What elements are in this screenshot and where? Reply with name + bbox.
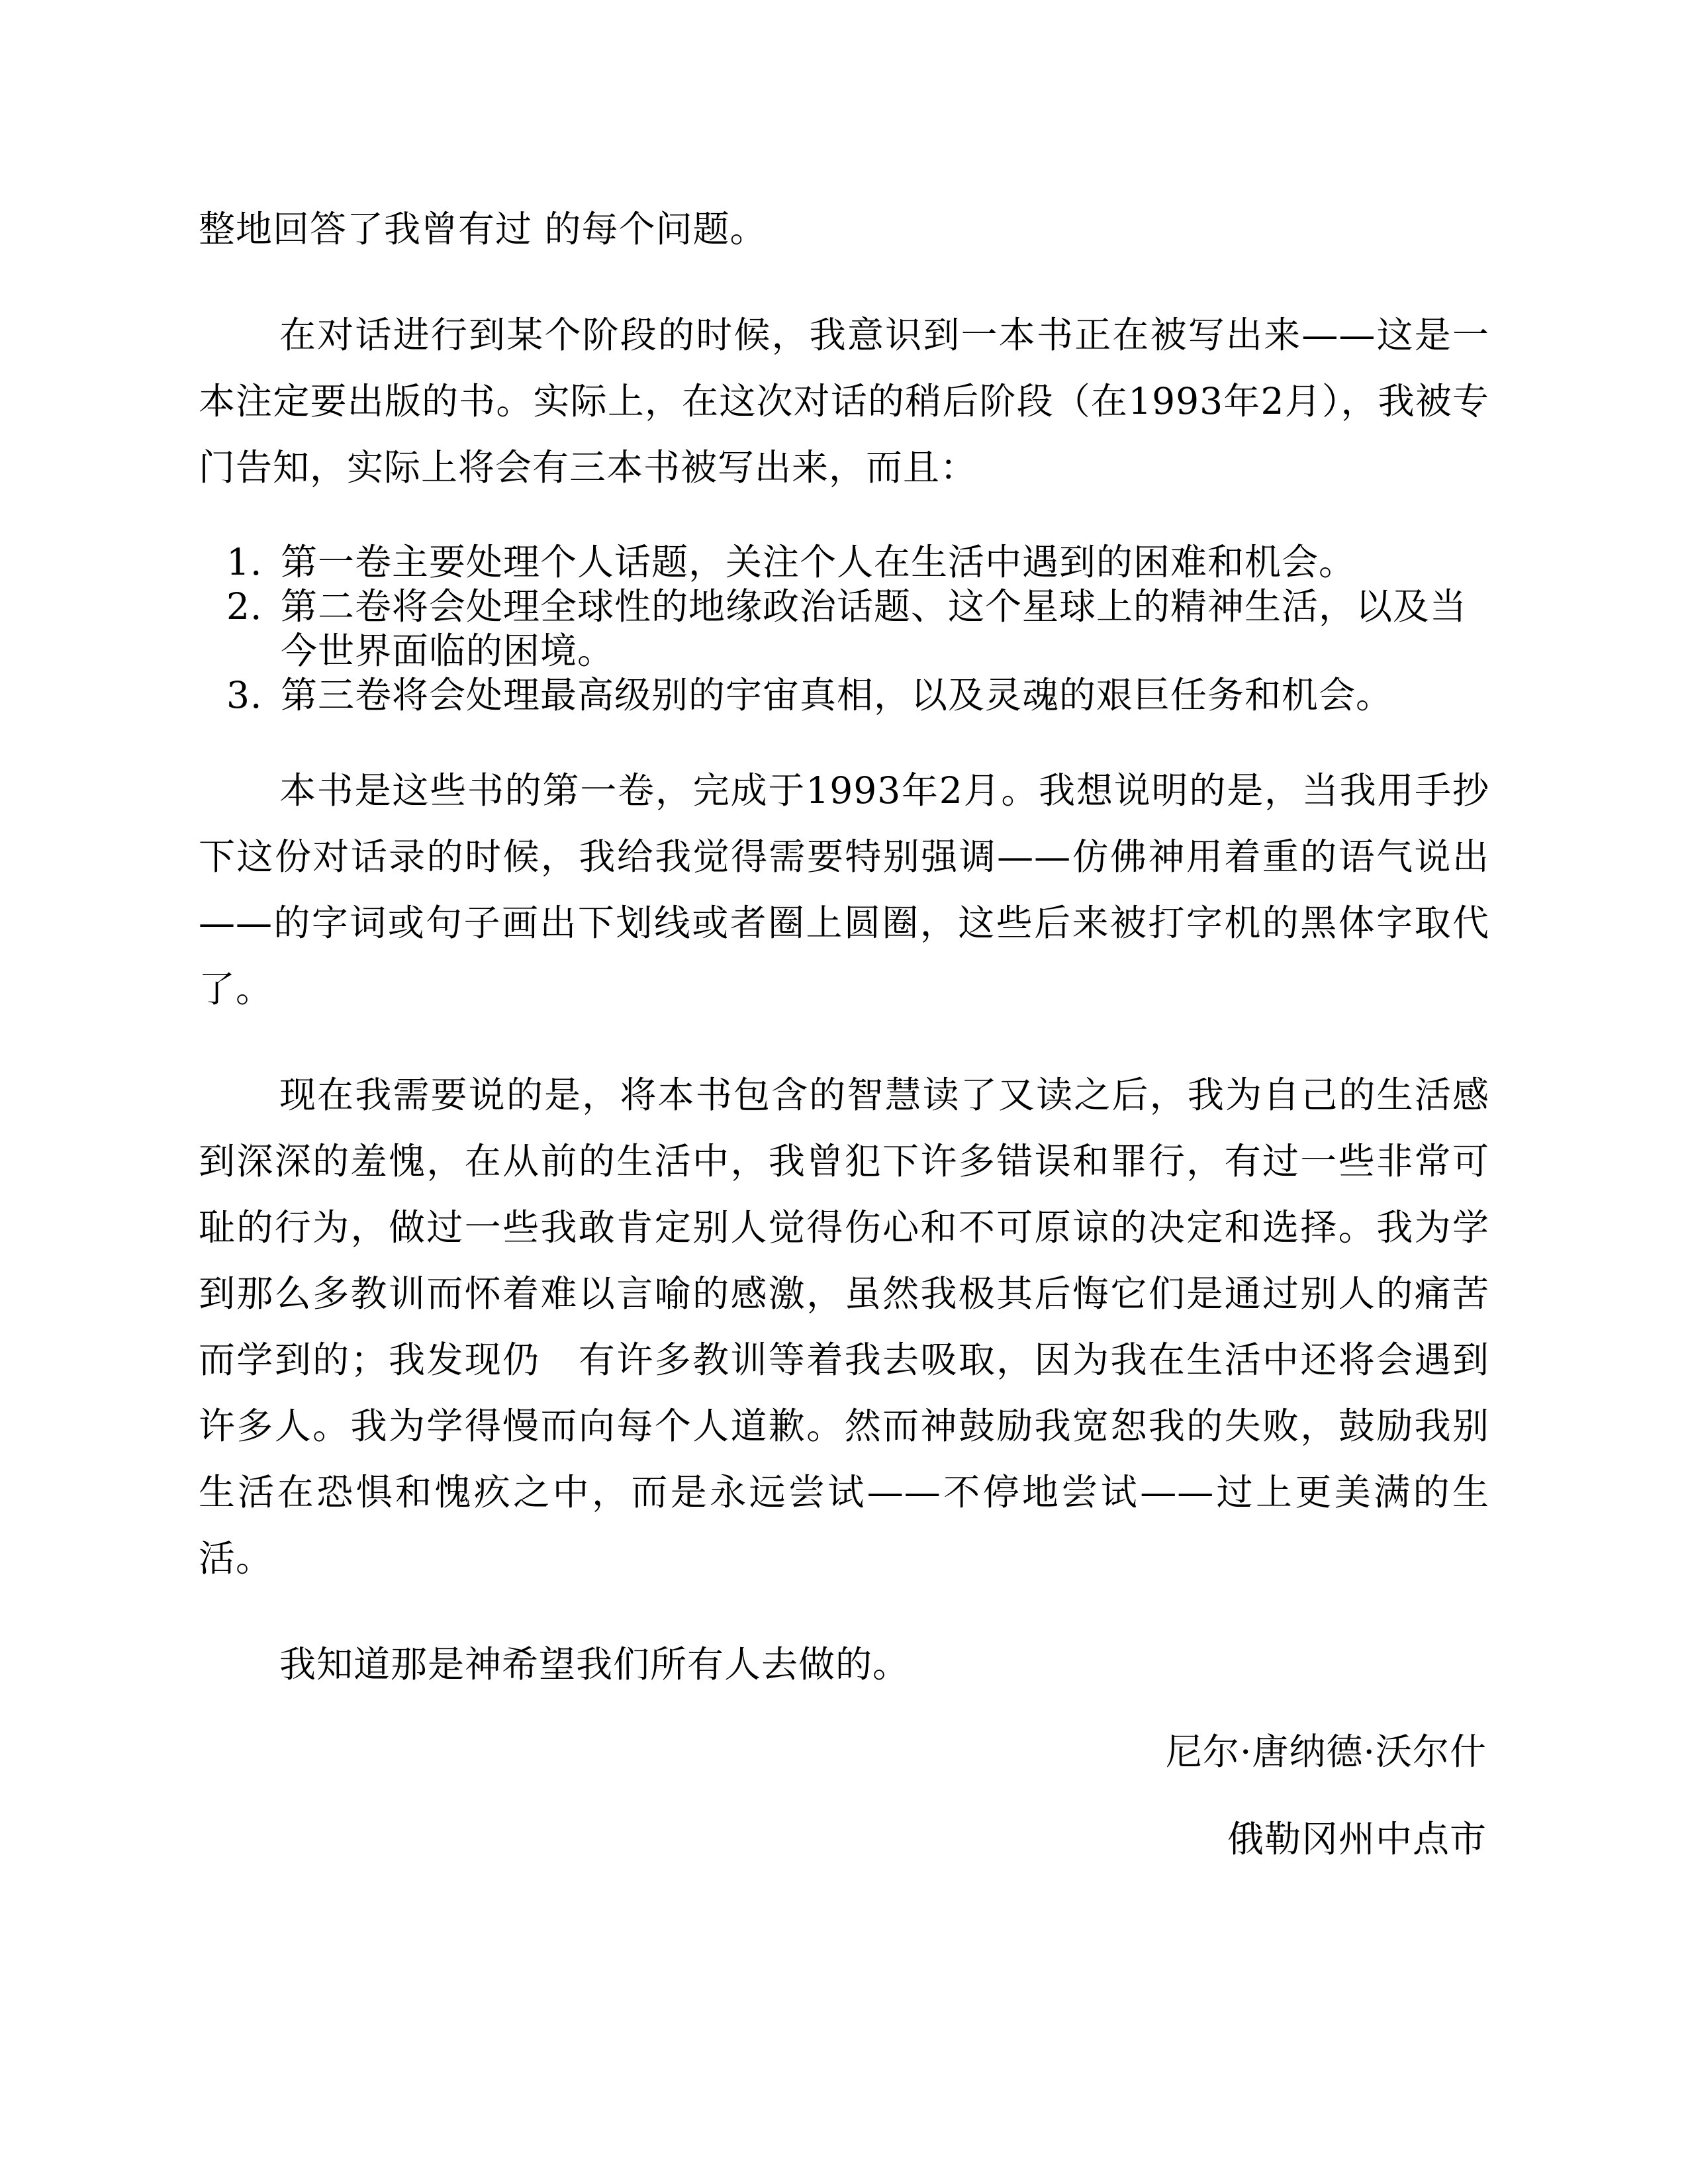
list-item bbox=[199, 673, 1489, 718]
signature-place: 俄勒冈州中点市 bbox=[1227, 1818, 1487, 1860]
opening-line: 整地回答了我曾有过 的每个问题。 bbox=[199, 208, 767, 250]
paragraph-closing: 我知道那是神希望我们所有人去做的。 bbox=[279, 1643, 910, 1685]
list-number: 2. bbox=[226, 585, 263, 628]
paragraph-reflection: 现在我需要说的是，将本书包含的智慧读了又读之后，我为自己的生活感到深深的羞愧，在从前的生活中，我曾犯下许多错误和罪行，有过一些非常可耻的行为，做过一些我敢肯定别人觉得伤心和不可原谅的决定和选择。我为学到那么多教训而怀着难以言喻的感激，虽然我极其后悔它们是通过别人的痛苦而学到的；我发现仍 有许多教训等着我去吸取，因为我在生活中还将会遇到许多人。我为学得慢而向每个人道歉。然而神鼓励我宽恕我的失败，鼓励我别生活在恐惧和愧疚之中，而是永远尝试——不停地尝试——过上更美满的生活。 bbox=[199, 1074, 1489, 1580]
document-body bbox=[199, 196, 1489, 1872]
list-text: 第三卷将会处理最高级别的宇宙真相，以及灵魂的艰巨任务和机会。 bbox=[281, 674, 1393, 716]
signature-name: 尼尔·唐纳德·沃尔什 bbox=[1166, 1731, 1487, 1773]
paragraph-first-volume: 本书是这些书的第一卷，完成于1993年2月。我想说明的是，当我用手抄下这份对话录的时候，我给我觉得需要特别强调——仿佛神用着重的语气说出——的字词或句子画出下划线或者圈上圆圈，这些后来被打字机的黑体字取代了。 bbox=[199, 769, 1489, 1010]
list-item bbox=[199, 540, 1489, 585]
list-text: 第一卷主要处理个人话题，关注个人在生活中遇到的困难和机会。 bbox=[281, 541, 1356, 583]
list-number: 3. bbox=[226, 674, 263, 716]
paragraph-three-books: 在对话进行到某个阶段的时候，我意识到一本书正在被写出来——这是一本注定要出版的书。实际上，在这次对话的稍后阶段（在1993年2月），我被专门告知，实际上将会有三本书被写出来，而且： bbox=[199, 314, 1489, 489]
list-item bbox=[199, 585, 1489, 673]
list-text: 第二卷将会处理全球性的地缘政治话题、这个星球上的精神生活，以及当今世界面临的困境。 bbox=[281, 585, 1468, 672]
volume-list bbox=[199, 540, 1489, 718]
list-number: 1. bbox=[226, 541, 263, 583]
